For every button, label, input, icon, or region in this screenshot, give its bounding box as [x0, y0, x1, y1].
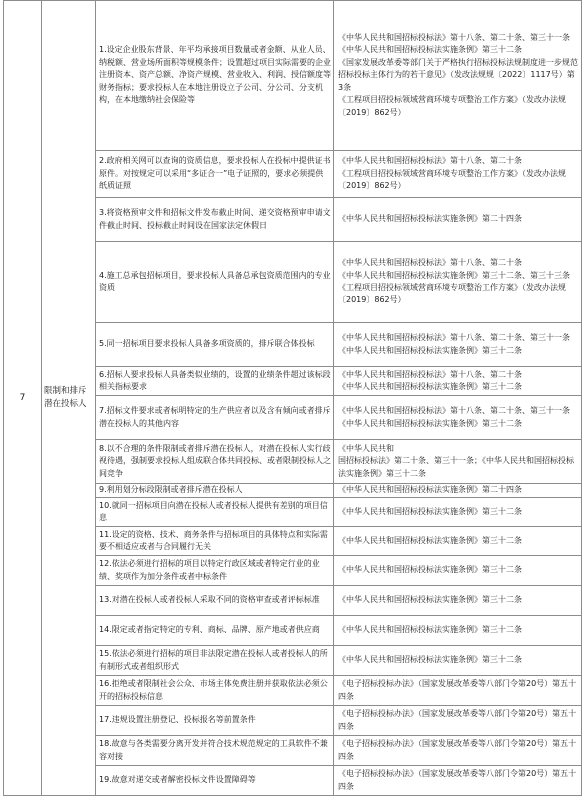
- legal-basis: 《中华人民共和国招标投标法实施条例》第三十二条: [334, 556, 582, 586]
- violation-description: 7.招标文件要求或者标明特定的生产供应者以及含有倾向或者排斥潜在投标人的其他内容: [96, 396, 334, 440]
- legal-basis: 《中华人民共和国招标投标法》第十八条、第二十条、第三十一条 《中华人民共和国招标投标法实施条例》第三十二条: [334, 323, 582, 367]
- table-body: [4, 1, 582, 796]
- table-row: [4, 1, 582, 151]
- legal-basis: 《中华人民共和国招标投标法》第十八条、第二十条 《中华人民共和国招标投标法实施条例》第三十二条、第三十三条 《工程项目招投标领域营商环境专项整治工作方案》（发改办法规〔2019〕862号）: [334, 242, 582, 323]
- legal-basis: 《中华人民共和国招标投标法》第十八条、第二十条 《中华人民共和国招标投标法实施条例》第三十二条: [334, 367, 582, 396]
- violation-description: 9.利用划分标段限制或者排斥潜在投标人: [96, 484, 334, 498]
- legal-basis: 《电子招标投标办法》（国家发展改革委等八部门令第20号）第五十四条: [334, 676, 582, 706]
- violation-description: 6.招标人要求投标人具备类似业绩的，设置的业绩条件超过该标段相关指标要求: [96, 367, 334, 396]
- legal-basis: 《中华人民共和国招标投标法实施条例》第三十二条: [334, 646, 582, 676]
- row-number-cell: 7: [4, 1, 42, 796]
- violation-description: 15.依法必须进行招标的项目非法限定潜在投标人或者投标人的所有制形式或者组织形式: [96, 646, 334, 676]
- legal-basis: 《中华人民共和国招标投标法实施条例》第三十二条: [334, 498, 582, 527]
- legal-basis: 《中华人民共和国招标投标法实施条例》第三十二条: [334, 586, 582, 616]
- legal-basis: 《中华人民共和国招标投标法实施条例》第三十二条: [334, 527, 582, 556]
- legal-basis: 《中华人民共和国招标投标法实施条例》第三十二条: [334, 616, 582, 646]
- violation-description: 10.就同一招标项目向潜在投标人或者投标人提供有差别的项目信息: [96, 498, 334, 527]
- legal-basis: 《中华人民共和国招标投标法实施条例》第二十四条: [334, 484, 582, 498]
- legal-basis: 《中华人民共和国招标投标法》第十八条、第二十条、第三十一条 《中华人民共和国招标投标法实施条例》第三十二条: [334, 396, 582, 440]
- violation-description: 1.设定企业股东背景、年平均承接项目数量或者金额、从业人员、纳税额、营业场所面积等规模条件；设置超过项目实际需要的企业注册资本、资产总额、净资产规模、营业收入、利润、授信额度等财务指标；要求投标人在本地注册设立子公司、分公司、分支机构，在本地缴纳社会保险等: [96, 1, 334, 151]
- violation-description: 14.限定或者指定特定的专利、商标、品牌、原产地或者供应商: [96, 616, 334, 646]
- legal-basis: 《电子招标投标办法》（国家发展改革委等八部门令第20号）第五十四条: [334, 736, 582, 766]
- violation-description: 3.将资格预审文件和招标文件发布截止时间、递交资格预审申请文件截止时间、投标截止时间设在国家法定休假日: [96, 198, 334, 242]
- category-cell: 限制和排斥潜在投标人: [42, 1, 96, 796]
- regulation-table: [3, 0, 582, 796]
- legal-basis: 《中华人民共和国招标投标法》第十八条、第二十条、第三十一条 《中华人民共和国招标投标法实施条例》第三十二条 《国家发展改革委等部门关于严格执行招标投标法规制度进一步规范招标投标主体行为的若干意见》（发改法规规〔2022〕1117号）第3条 《工程项目招投标领域营商环境专项整治工作方案》（发改办法规〔2019〕862号）: [334, 1, 582, 151]
- legal-basis: 《中华人民共和国招标投标法实施条例》第二十四条: [334, 198, 582, 242]
- violation-description: 12.依法必须进行招标的项目以特定行政区域或者特定行业的业绩、奖项作为加分条件或者中标条件: [96, 556, 334, 586]
- violation-description: 19.故意对递交或者解密投标文件设置障碍等: [96, 766, 334, 796]
- violation-description: 2.政府相关网可以查询的资质信息，要求投标人在投标中提供证书原件。对按规定可以采用“多证合一”电子证照的，要求必须提供纸质证照: [96, 151, 334, 198]
- legal-basis: 《中华人民共和国招标投标法》第十八条、第二十条 《工程项目招投标领域营商环境专项整治工作方案》（发改办法规〔2019〕862号）: [334, 151, 582, 198]
- violation-description: 5.同一招标项目要求投标人具备多项资质的，排斥联合体投标: [96, 323, 334, 367]
- legal-basis: 《中华人民共和 国招标投标法》第二十条、第三十一条；《中华人民共和国招标投标法实施条例》第三十二条: [334, 440, 582, 484]
- legal-basis: 《电子招标投标办法》（国家发展改革委等八部门令第20号）第五十四条: [334, 766, 582, 796]
- violation-description: 16.拒绝或者限制社会公众、市场主体免费注册并获取依法必须公开的招标投标信息: [96, 676, 334, 706]
- violation-description: 13.对潜在投标人或者投标人采取不同的资格审查或者评标标准: [96, 586, 334, 616]
- violation-description: 8.以不合理的条件限制或者排斥潜在投标人，对潜在投标人实行歧视待遇，强制要求投标人组成联合体共同投标、或者限制投标人之间竞争: [96, 440, 334, 484]
- legal-basis: 《电子招标投标办法》（国家发展改革委等八部门令第20号）第五十四条: [334, 706, 582, 736]
- violation-description: 4.施工总承包招标项目，要求投标人具备总承包资质范围内的专业资质: [96, 242, 334, 323]
- violation-description: 17.违规设置注册登记、投标报名等前置条件: [96, 706, 334, 736]
- violation-description: 18.故意与各类需要分离开发并符合技术规范规定的工具软件不兼容对接: [96, 736, 334, 766]
- violation-description: 11.设定的资格、技术、商务条件与招标项目的具体特点和实际需要不相适应或者与合同履行无关: [96, 527, 334, 556]
